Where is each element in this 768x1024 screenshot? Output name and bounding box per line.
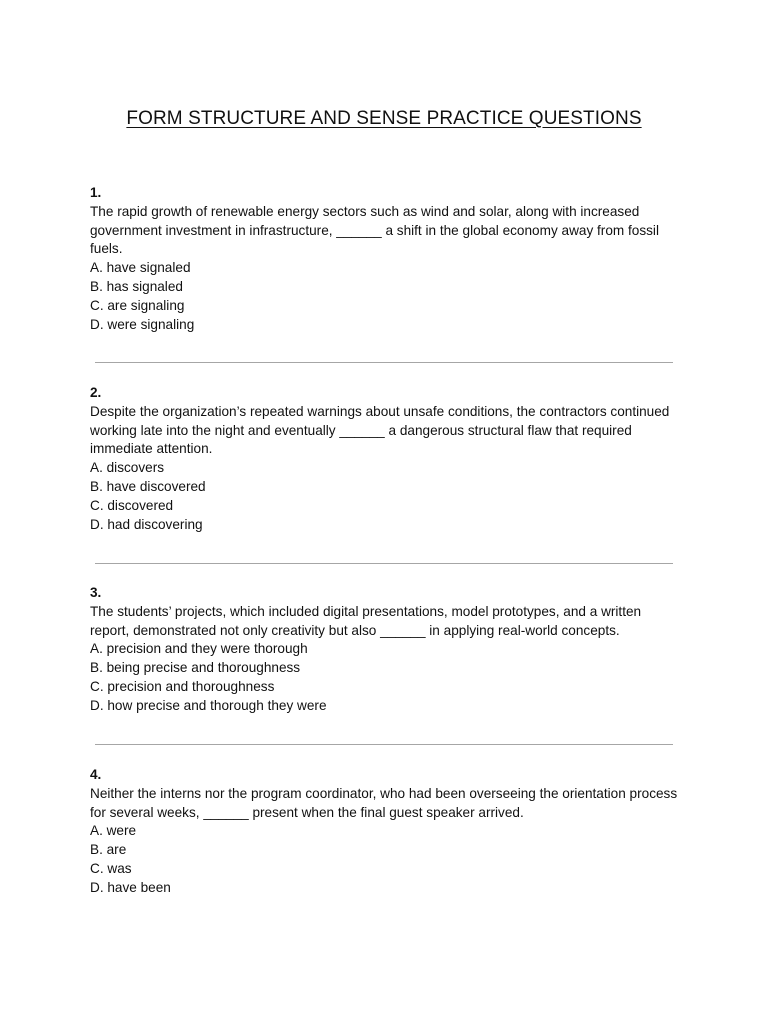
question-1	[90, 184, 680, 334]
option-c: C. are signaling	[90, 297, 185, 313]
answer-options	[90, 459, 680, 534]
option-b: B. are	[90, 842, 127, 858]
option-c: C. was	[90, 860, 132, 876]
option-a: A. were	[90, 823, 137, 839]
question-stem: Despite the organization’s repeated warnings about unsafe conditions, the contractors continued working late into the night and eventually ______ a dangerous structural flaw that required immediate attention.	[90, 403, 670, 457]
question-stem: The students’ projects, which included digital presentations, model prototypes, and a written report, demonstrated not only creativity but also ______ in applying real-world concepts.	[90, 603, 642, 638]
option-d: D. had discovering	[90, 516, 203, 532]
option-d: D. have been	[90, 879, 171, 895]
answer-options	[90, 259, 680, 334]
option-d: D. were signaling	[90, 316, 195, 332]
option-a: A. have signaled	[90, 260, 191, 276]
option-a: A. precision and they were thorough	[90, 641, 308, 657]
question-2	[90, 384, 680, 534]
question-stem: The rapid growth of renewable energy sectors such as wind and solar, along with increased government investment in infrastructure, ______ a shift in the global economy away from fossil fuels.	[90, 203, 659, 257]
question-number: 2.	[90, 385, 102, 400]
option-a: A. discovers	[90, 460, 165, 476]
option-b: B. have discovered	[90, 478, 206, 494]
question-4	[90, 766, 680, 898]
option-d: D. how precise and thorough they were	[90, 697, 327, 713]
question-3	[90, 584, 680, 716]
option-c: C. precision and thoroughness	[90, 678, 275, 694]
option-c: C. discovered	[90, 497, 174, 513]
question-number: 3.	[90, 585, 102, 600]
section-divider	[95, 362, 673, 363]
answer-options	[90, 640, 680, 715]
question-stem: Neither the interns nor the program coordinator, who had been overseeing the orientation process for several weeks, ______ present when the final guest speaker arrived.	[90, 785, 678, 820]
document-title: FORM STRUCTURE AND SENSE PRACTICE QUESTIONS	[126, 108, 642, 129]
question-number: 1.	[90, 185, 102, 200]
answer-options	[90, 822, 680, 897]
option-b: B. has signaled	[90, 278, 183, 294]
section-divider	[95, 563, 673, 564]
question-number: 4.	[90, 767, 102, 782]
section-divider	[95, 744, 673, 745]
option-b: B. being precise and thoroughness	[90, 660, 301, 676]
